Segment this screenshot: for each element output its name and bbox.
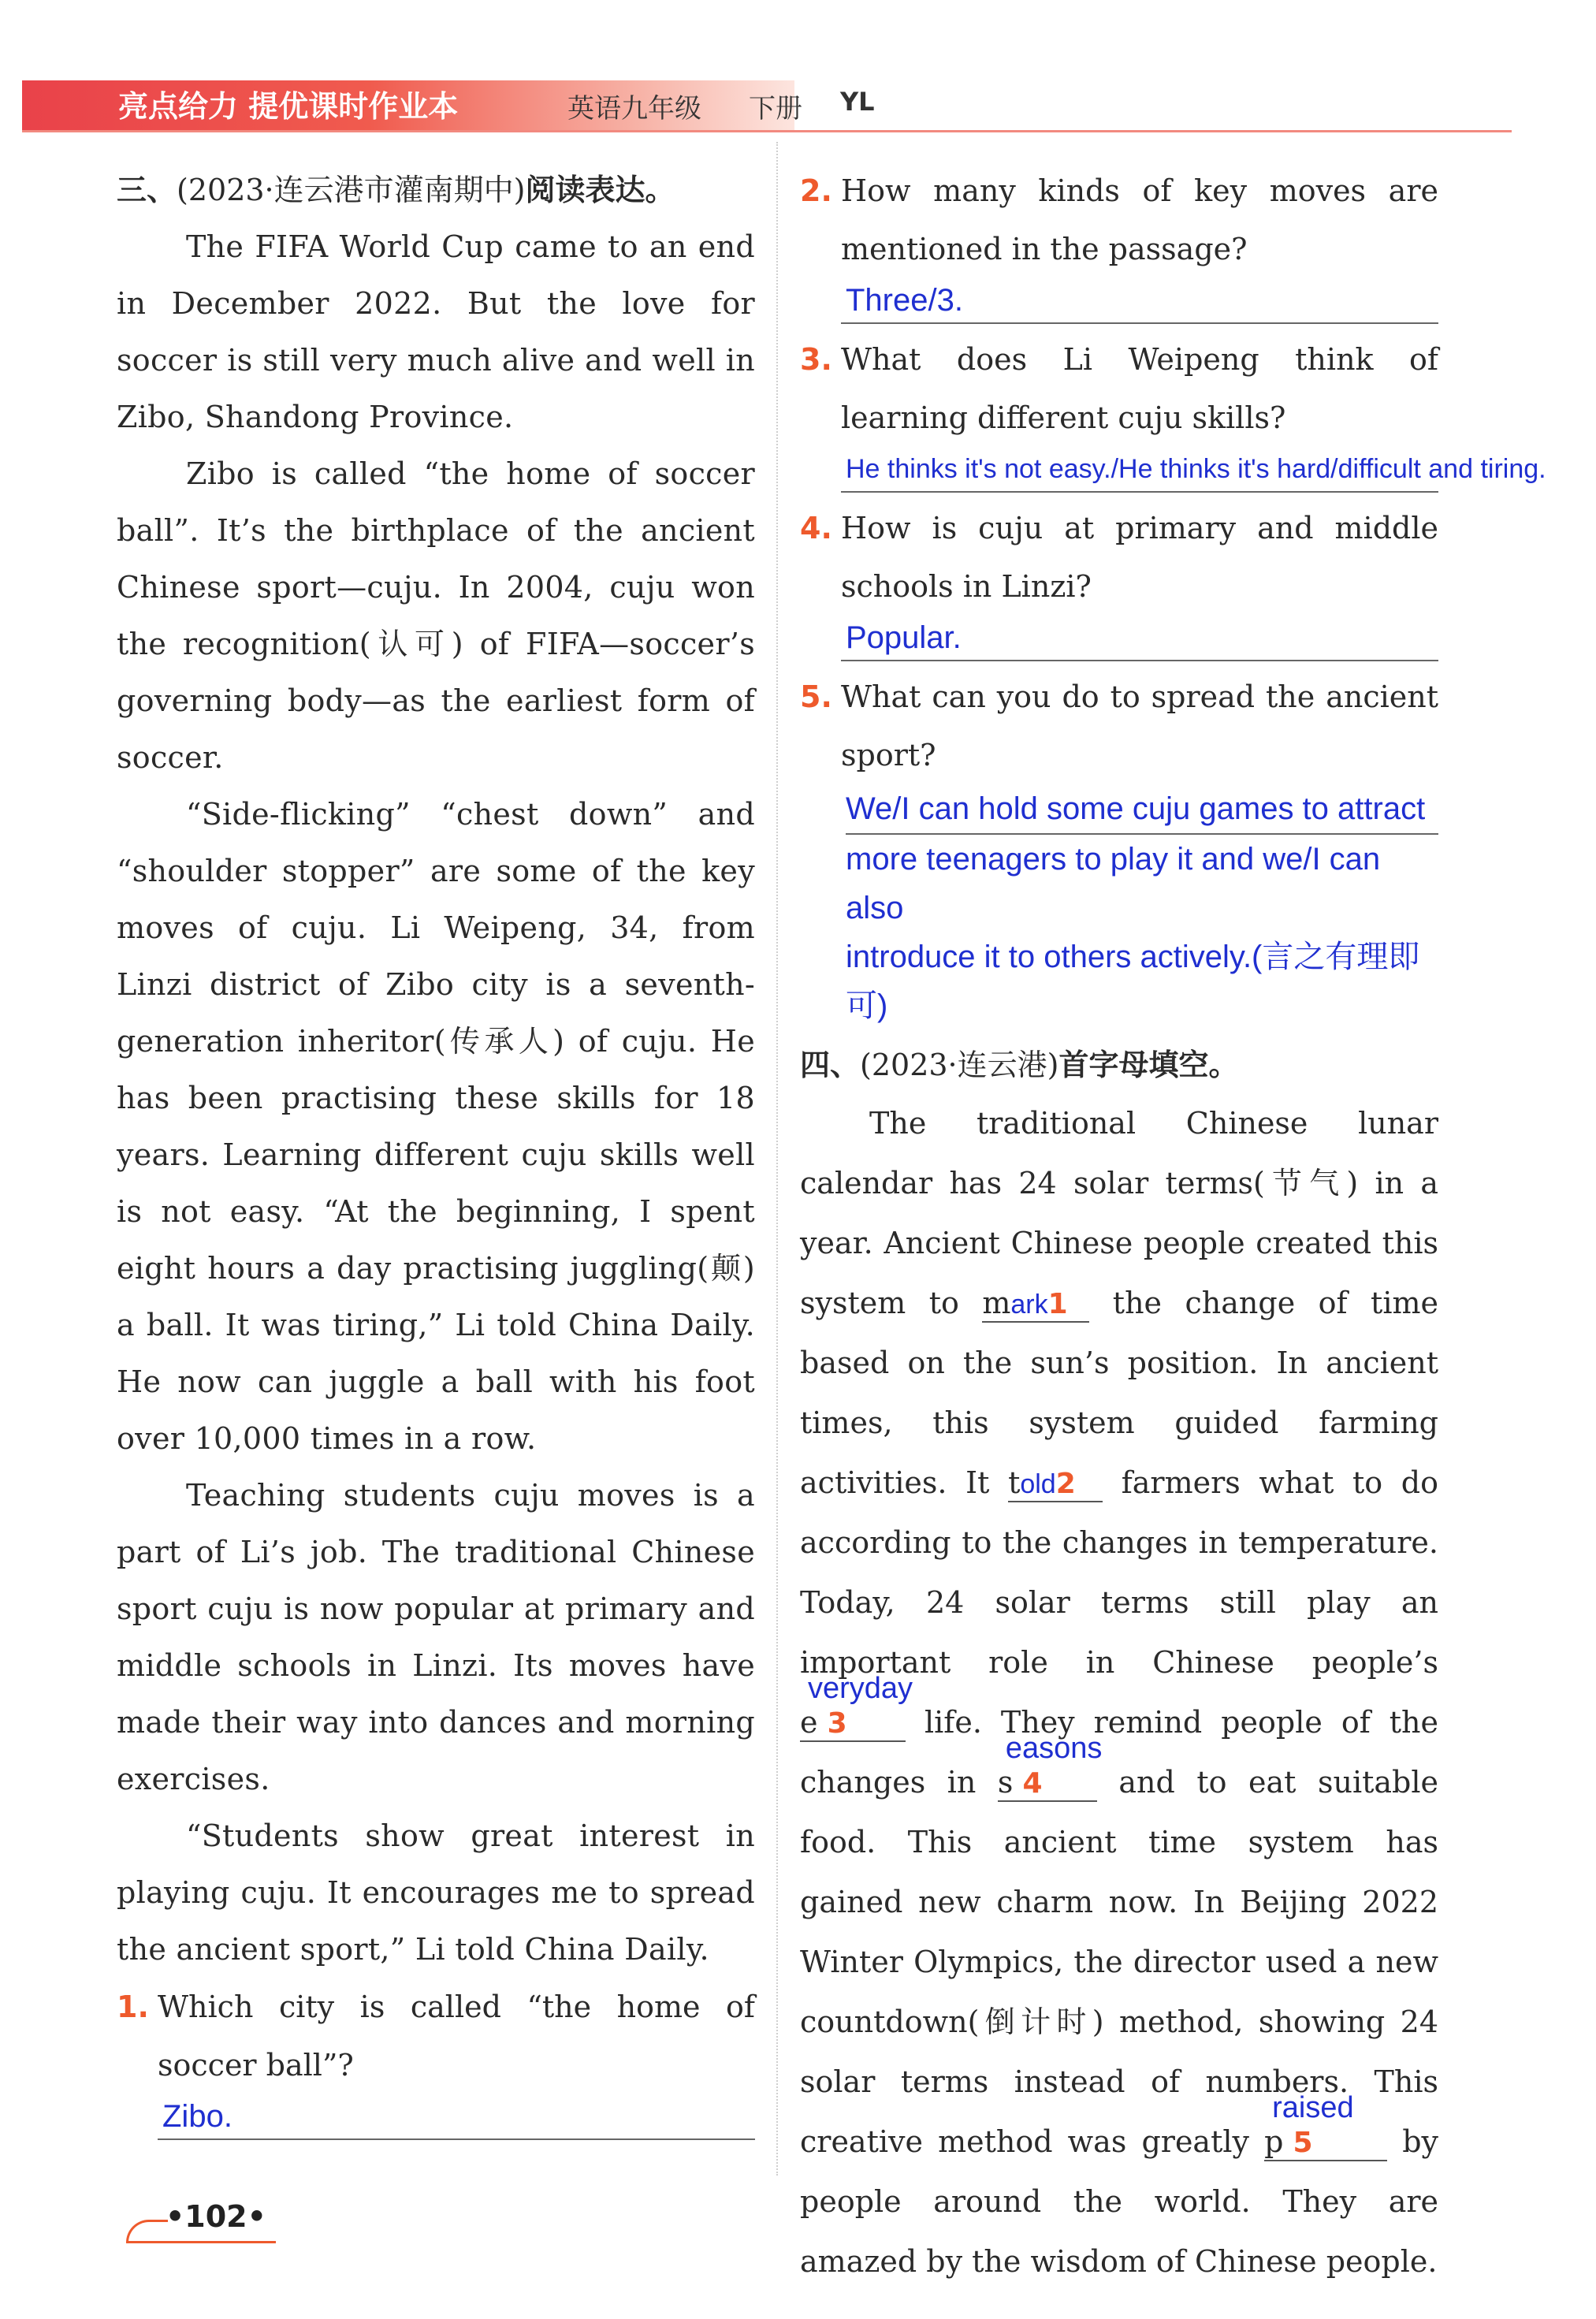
header-brand: 亮点给力 提优课时作业本 <box>118 89 459 124</box>
answer-1: Zibo. <box>158 2094 755 2140</box>
section3-title: 三、(2023·连云港市灌南期中)阅读表达。 <box>117 173 675 207</box>
blank-5[interactable]: p raised 5 <box>1264 2124 1387 2161</box>
blank-4[interactable]: s easons 4 <box>998 1764 1097 1802</box>
answer-line: more teenagers to play it and we/I can also <box>846 842 1381 925</box>
answer-line: We/I can hold some cuju games to attract <box>846 784 1438 835</box>
question-4: 4. How is cuju at primary and middle schools in Linzi? <box>800 511 1438 604</box>
passage-paragraph: The FIFA World Cup came to an end in December 2022. But the love for soccer is still very much alive and well in Zibo, Shandong Province. <box>117 229 755 434</box>
blank-3[interactable]: e veryday 3 <box>800 1704 906 1742</box>
passage-paragraph: Teaching students cuju moves is a part of Li’s job. The traditional Chinese sport cuju is now popular at primary and middle schools in Linzi. Its moves have made their way into dances and morning exercises. <box>117 1478 755 1796</box>
passage-paragraph: “Side-flicking” “chest down” and “shoulder stopper” are some of the key moves of cuju. Li Weipeng, 34, from Linzi district of Zibo city is a seventh-generation inheritor(传承人) of cuju. He has been practising these skills for 18 years. Learning different cuju skills well is not easy. “At the beginning, I spent eight hours a day practising juggling(颠) a ball. It was tiring,” Li told China Daily. He now can juggle a ball with his foot over 10,000 times in a row. <box>117 797 755 1456</box>
question-text: What does Li Weipeng think of learning different cuju skills? <box>841 342 1438 435</box>
question-5: 5. What can you do to spread the ancient sport? <box>800 679 1438 772</box>
passage-paragraph: “Students show great interest in playing cuju. It encourages me to spread the ancient sport,” Li told China Daily. <box>117 1818 755 1967</box>
blank-2[interactable]: told2 <box>1008 1465 1103 1502</box>
page-number-ornament <box>126 2220 168 2243</box>
page-number: •102• <box>126 2199 276 2243</box>
question-1: 1. Which city is called “the home of soccer ball”? <box>117 1990 755 2083</box>
answer-2: Three/3. <box>841 278 1438 324</box>
left-column <box>117 162 755 2146</box>
question-2: 2. How many kinds of key moves are mentioned in the passage? <box>800 173 1438 266</box>
question-text: How many kinds of key moves are mentioned in the passage? <box>841 173 1438 266</box>
question-text: How is cuju at primary and middle schools in Linzi? <box>841 511 1438 604</box>
section4-title: 四、(2023·连云港)首字母填空。 <box>800 1048 1239 1082</box>
header-code: YL <box>840 87 875 117</box>
question-text: What can you do to spread the ancient sport? <box>841 679 1438 772</box>
header-rule <box>22 130 1512 132</box>
question-3: 3. What does Li Weipeng think of learning different cuju skills? <box>800 342 1438 435</box>
passage-paragraph: Zibo is called “the home of soccer ball”. It’s the birthplace of the ancient Chinese sport—cuju. In 2004, cuju won the recognition(认可) of FIFA—soccer’s governing body—as the earliest form of soccer. <box>117 456 755 775</box>
header-term: 下册 <box>749 93 802 125</box>
answer-line: introduce it to others actively.(言之有理即可) <box>846 940 1420 1023</box>
answer-3: He thinks it's not easy./He thinks it's hard/difficult and tiring. <box>841 447 1438 493</box>
right-column <box>800 162 1546 2291</box>
cloze-passage: The traditional Chinese lunar calendar has 24 solar terms(节气) in a year. Ancient Chinese people created this system to mark1 the change of time based on the sun’s position. In ancient times, this system guided farming activities. It told2 farmers what to do according to the changes in temperature. Today, 24 solar terms still play an important role in Chinese people’s e veryday 3 life. They remind people of the changes in s easons 4 and to eat suitable food. This ancient time system has gained new charm now. In Beijing 2022 Winter Olympics, the director used a new countdown(倒计时) method, showing 24 solar terms instead of numbers. This creative method was greatly p raised 5 by people around the world. They are amazed by the wisdom of Chinese people. <box>800 1106 1438 2279</box>
question-text: Which city is called “the home of soccer ball”? <box>158 1990 755 2083</box>
answer-5 <box>841 784 1438 1030</box>
blank-1[interactable]: mark1 <box>982 1285 1089 1323</box>
column-divider <box>776 142 778 2176</box>
header-subject: 英语九年级 <box>567 93 701 125</box>
answer-4: Popular. <box>841 616 1438 661</box>
